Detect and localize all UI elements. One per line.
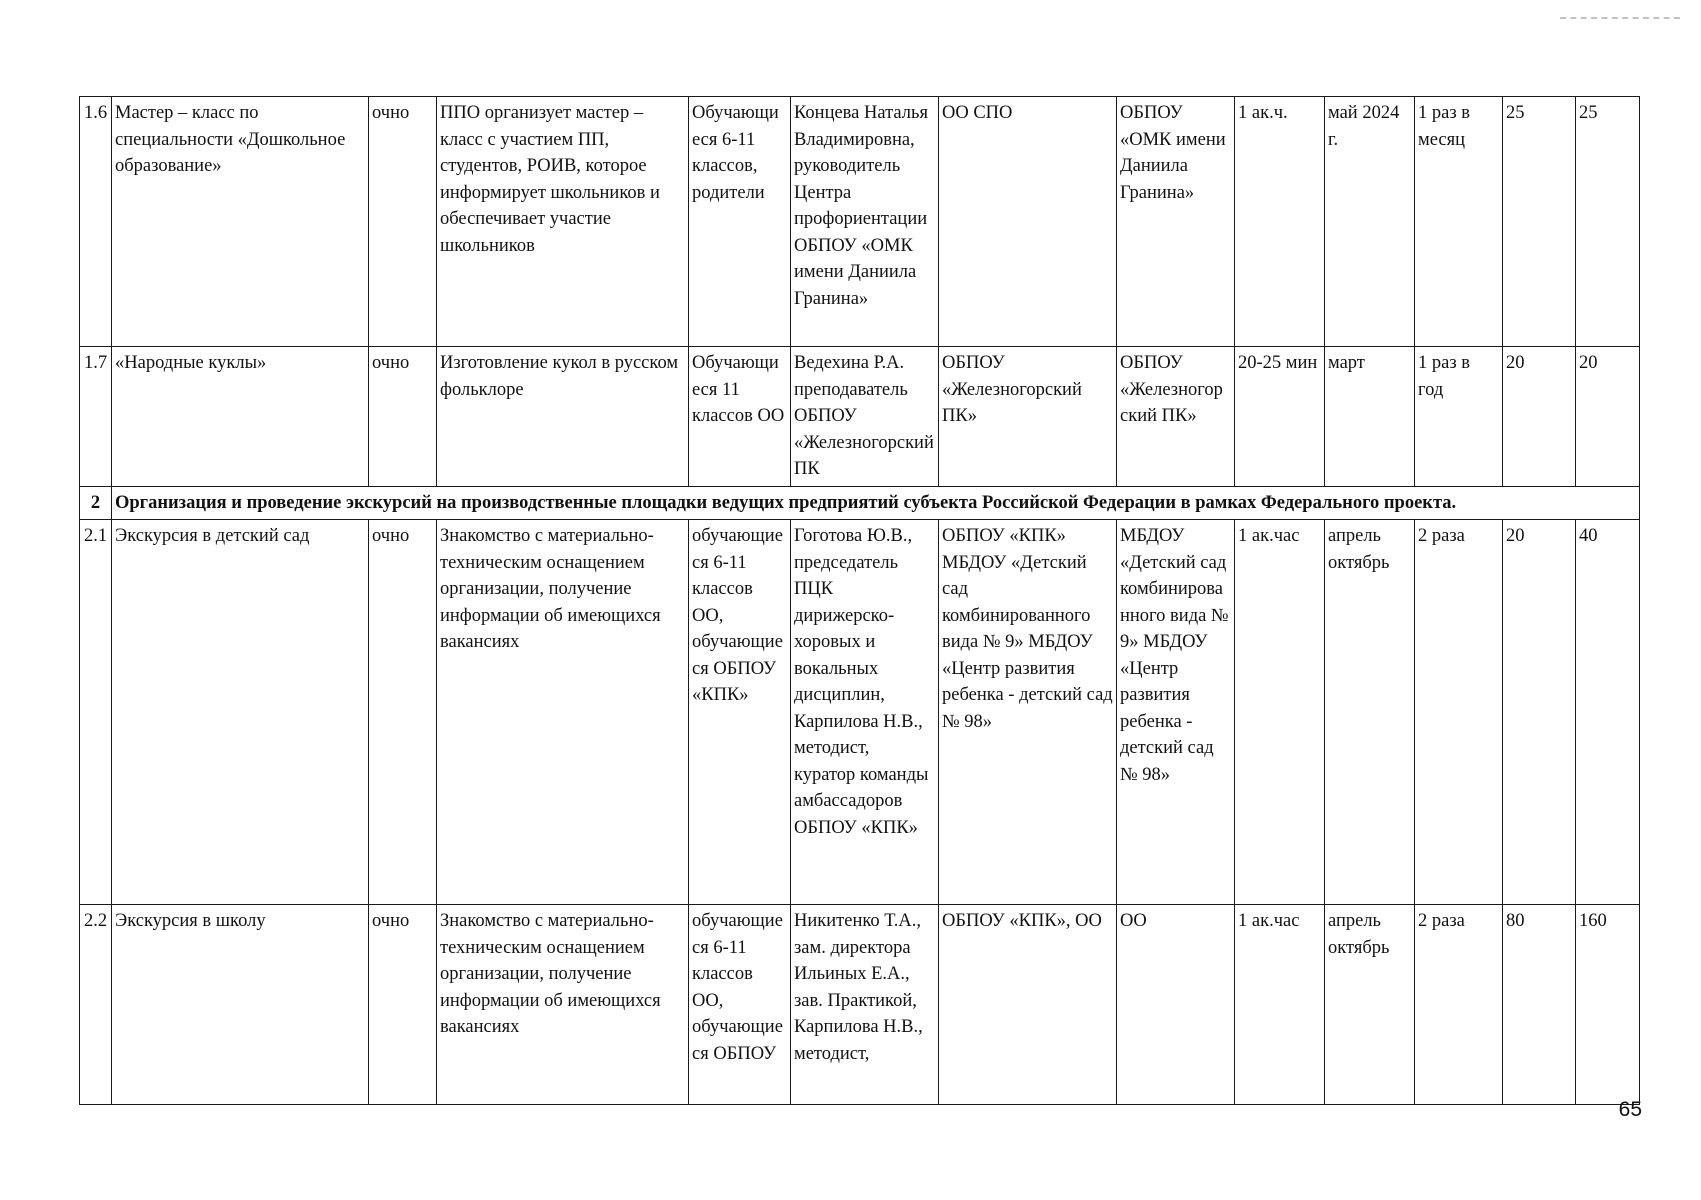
event-frequency: 2 раза [1415, 905, 1503, 1105]
event-organizer: ОБПОУ «Железногорский ПК» [939, 347, 1117, 487]
event-date: май 2024 г. [1325, 97, 1415, 347]
event-frequency: 1 раз в год [1415, 347, 1503, 487]
event-organizer: ОБПОУ «КПК» МБДОУ «Детский сад комбинированного вида № 9» МБДОУ «Центр развития ребенка - детский сад № 98» [939, 520, 1117, 905]
event-name: Мастер – класс по специальности «Дошкольное образование» [112, 97, 369, 347]
row-number: 2.2 [80, 905, 112, 1105]
section-title: Организация и проведение экскурсий на производственные площадки ведущих предприятий субъекта Российской Федерации в рамках Федерального проекта. [112, 487, 1640, 520]
event-count-2: 40 [1576, 520, 1640, 905]
table-row [80, 97, 1640, 347]
event-frequency: 1 раз в месяц [1415, 97, 1503, 347]
event-date: март [1325, 347, 1415, 487]
event-participants: обучающиеся 6-11 классов ОО, обучающиеся ОБПОУ «КПК» [689, 520, 791, 905]
event-date: апрель октябрь [1325, 905, 1415, 1105]
event-description: Знакомство с материально-техническим оснащением организации, получение информации об имеющихся вакансиях [437, 905, 689, 1105]
event-responsible: Гоготова Ю.В., председатель ПЦК дирижерско-хоровых и вокальных дисциплин, Карпилова Н.В., методист, куратор команды амбассадоров ОБПОУ «КПК» [791, 520, 939, 905]
event-form: очно [369, 905, 437, 1105]
row-number: 1.7 [80, 347, 112, 487]
event-venue: МБДОУ «Детский сад комбинированного вида № 9» МБДОУ «Центр развития ребенка - детский сад № 98» [1117, 520, 1235, 905]
event-count-2: 160 [1576, 905, 1640, 1105]
scan-artifact [1560, 17, 1680, 19]
table-row [80, 905, 1640, 1105]
event-name: Экскурсия в детский сад [112, 520, 369, 905]
event-date: апрель октябрь [1325, 520, 1415, 905]
event-count-1: 20 [1503, 347, 1576, 487]
event-description: Изготовление кукол в русском фольклоре [437, 347, 689, 487]
event-description: Знакомство с материально-техническим оснащением организации, получение информации об имеющихся вакансиях [437, 520, 689, 905]
event-form: очно [369, 347, 437, 487]
page-number: 65 [1618, 1098, 1642, 1121]
event-duration: 1 ак.час [1235, 520, 1325, 905]
event-participants: обучающиеся 6-11 классов ОО, обучающиеся ОБПОУ [689, 905, 791, 1105]
table-row [80, 520, 1640, 905]
event-organizer: ОБПОУ «КПК», ОО [939, 905, 1117, 1105]
event-participants: Обучающиеся 6-11 классов, родители [689, 97, 791, 347]
event-name: Экскурсия в школу [112, 905, 369, 1105]
event-name: «Народные куклы» [112, 347, 369, 487]
event-count-1: 80 [1503, 905, 1576, 1105]
event-responsible: Ведехина Р.А. преподаватель ОБПОУ «Железногорский ПК [791, 347, 939, 487]
event-venue: ОБПОУ «ОМК имени Даниила Гранина» [1117, 97, 1235, 347]
event-form: очно [369, 97, 437, 347]
row-number: 2.1 [80, 520, 112, 905]
section-header-row [80, 487, 1640, 520]
row-number: 1.6 [80, 97, 112, 347]
event-form: очно [369, 520, 437, 905]
event-organizer: ОО СПО [939, 97, 1117, 347]
event-venue: ОБПОУ «Железногорский ПК» [1117, 347, 1235, 487]
event-count-2: 20 [1576, 347, 1640, 487]
events-table [79, 96, 1640, 1105]
event-frequency: 2 раза [1415, 520, 1503, 905]
event-venue: ОО [1117, 905, 1235, 1105]
event-count-1: 20 [1503, 520, 1576, 905]
event-participants: Обучающиеся 11 классов ОО [689, 347, 791, 487]
event-count-2: 25 [1576, 97, 1640, 347]
event-description: ППО организует мастер – класс с участием ПП, студентов, РОИВ, которое информирует школьников и обеспечивает участие школьников [437, 97, 689, 347]
event-duration: 1 ак.час [1235, 905, 1325, 1105]
event-responsible: Концева Наталья Владимировна, руководитель Центра профориентации ОБПОУ «ОМК имени Даниила Гранина» [791, 97, 939, 347]
table-row [80, 347, 1640, 487]
event-count-1: 25 [1503, 97, 1576, 347]
event-duration: 1 ак.ч. [1235, 97, 1325, 347]
section-number: 2 [80, 487, 112, 520]
event-responsible: Никитенко Т.А., зам. директора Ильиных Е.А., зав. Практикой, Карпилова Н.В., методист, [791, 905, 939, 1105]
event-duration: 20-25 мин [1235, 347, 1325, 487]
